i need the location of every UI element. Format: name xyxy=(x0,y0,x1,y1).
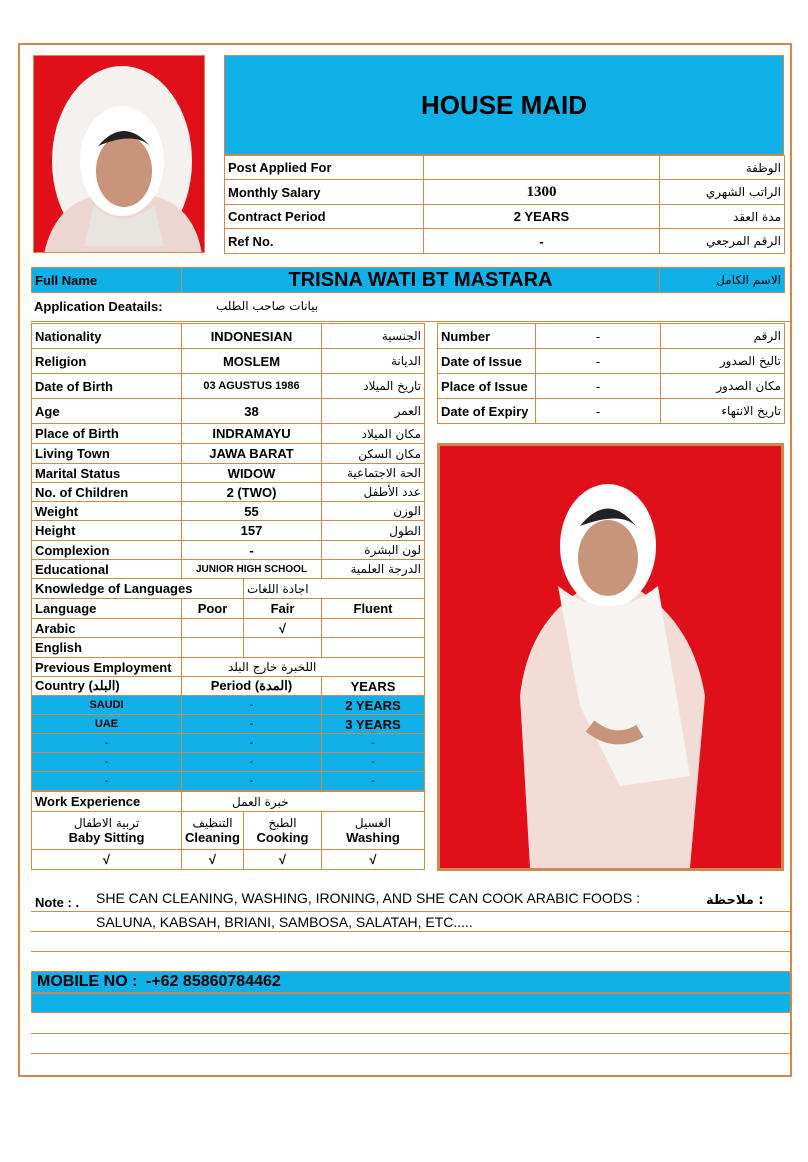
personal-row xyxy=(32,521,425,541)
baby-sitting-label: Baby Sitting xyxy=(68,830,145,845)
experience-label-ar: خبرة العمل xyxy=(182,792,425,812)
salary-row xyxy=(225,180,785,205)
cooking-check-icon: √ xyxy=(244,850,322,870)
divider xyxy=(31,931,791,932)
cleaning-label: Cleaning xyxy=(185,830,240,845)
full-name-value: TRISNA WATI BT MASTARA xyxy=(182,268,660,293)
age-label-ar: العمر xyxy=(322,399,425,424)
note-line-1: SHE CAN CLEANING, WASHING, IRONING, AND SHE CAN COOK ARABIC FOODS : xyxy=(96,890,641,906)
issue-place-label: Place of Issue xyxy=(438,374,536,399)
ref-label: Ref No. xyxy=(225,229,424,254)
employment-country: SAUDI xyxy=(32,696,182,715)
contract-label-ar: مدة العقد xyxy=(660,205,785,229)
weight-label-ar: الوزن xyxy=(322,502,425,521)
mobile-number: -+62 85860784462 xyxy=(146,973,281,990)
employment-label: Previous Employment xyxy=(32,658,182,677)
languages-label: Knowledge of Languages xyxy=(32,579,244,599)
height-label: Height xyxy=(32,521,182,541)
personal-row xyxy=(32,502,425,521)
post-value xyxy=(424,156,660,180)
employment-row xyxy=(32,696,425,715)
personal-row xyxy=(32,374,425,399)
language-header: Language xyxy=(32,599,182,619)
document-title: HOUSE MAID xyxy=(224,55,784,155)
fluent-header: Fluent xyxy=(322,599,425,619)
height-value: 157 xyxy=(182,521,322,541)
divider xyxy=(31,951,791,952)
fair-header: Fair xyxy=(244,599,322,619)
education-label: Educational xyxy=(32,560,182,579)
post-row xyxy=(225,156,785,180)
baby-sitting-cell xyxy=(32,812,182,850)
personal-row xyxy=(32,349,425,374)
washing-cell xyxy=(322,812,425,850)
portrait-photo xyxy=(33,55,205,253)
ref-value: - xyxy=(424,229,660,254)
full-name-label-ar: الاسم الكامل xyxy=(660,268,785,293)
full-name-table xyxy=(31,267,785,293)
experience-table xyxy=(31,791,425,870)
languages-table xyxy=(31,578,425,658)
divider xyxy=(31,1053,791,1054)
employment-table xyxy=(31,657,425,791)
employment-years: - xyxy=(322,772,425,791)
employment-period: - xyxy=(182,734,322,753)
divider xyxy=(31,1033,791,1034)
contract-value: 2 YEARS xyxy=(424,205,660,229)
birthplace-label-ar: مكان الميلاد xyxy=(322,424,425,444)
english-poor xyxy=(182,638,244,658)
children-label: No. of Children xyxy=(32,483,182,502)
english-label: English xyxy=(32,638,182,658)
passport-number-label: Number xyxy=(438,324,536,349)
employment-row xyxy=(32,734,425,753)
personal-row xyxy=(32,399,425,424)
dob-label-ar: تاريخ الميلاد xyxy=(322,374,425,399)
post-label-ar: الوظفة xyxy=(660,156,785,180)
nationality-label-ar: الجنسية xyxy=(322,324,425,349)
employment-row xyxy=(32,772,425,791)
employment-period: - xyxy=(182,715,322,734)
english-fluent xyxy=(322,638,425,658)
note-label: Note : . xyxy=(35,895,80,910)
cooking-ar: الطبخ xyxy=(268,816,297,830)
arabic-poor xyxy=(182,619,244,638)
children-value: 2 (TWO) xyxy=(182,483,322,502)
expiry-label-ar: تاريخ الانتهاء xyxy=(661,399,785,424)
issue-date-label-ar: تاليخ الصدور xyxy=(661,349,785,374)
issue-place-label-ar: مكان الصدور xyxy=(661,374,785,399)
blue-spacer xyxy=(31,993,791,1013)
country-header: Country (البلد) xyxy=(32,677,182,696)
employment-years: - xyxy=(322,753,425,772)
arabic-fluent xyxy=(322,619,425,638)
complexion-value: - xyxy=(182,541,322,560)
mobile-bar xyxy=(31,971,791,993)
cleaning-check-icon: √ xyxy=(182,850,244,870)
personal-row xyxy=(32,464,425,483)
cooking-label: Cooking xyxy=(256,830,309,845)
nationality-value: INDONESIAN xyxy=(182,324,322,349)
weight-label: Weight xyxy=(32,502,182,521)
application-label: Application Deatails: xyxy=(34,299,163,314)
age-value: 38 xyxy=(182,399,322,424)
passport-number-value: - xyxy=(536,324,661,349)
marital-label: Marital Status xyxy=(32,464,182,483)
nationality-label: Nationality xyxy=(32,324,182,349)
marital-value: WIDOW xyxy=(182,464,322,483)
full-name-label: Full Name xyxy=(32,268,182,293)
height-label-ar: الطول xyxy=(322,521,425,541)
application-label-ar: بيانات صاحب الطلب xyxy=(216,299,319,313)
poor-header: Poor xyxy=(182,599,244,619)
contract-label: Contract Period xyxy=(225,205,424,229)
weight-value: 55 xyxy=(182,502,322,521)
cooking-cell xyxy=(244,812,322,850)
personal-table xyxy=(31,323,425,579)
marital-label-ar: الحة الاجتماعية xyxy=(322,464,425,483)
employment-years: 2 YEARS xyxy=(322,696,425,715)
birthplace-label: Place of Birth xyxy=(32,424,182,444)
experience-label: Work Experience xyxy=(32,792,182,812)
employment-country: - xyxy=(32,734,182,753)
living-town-value: JAWA BARAT xyxy=(182,444,322,464)
baby-sitting-ar: تربية الاطفال xyxy=(73,816,140,830)
mobile-label: MOBILE NO : xyxy=(37,973,138,990)
note-label-ar: ملاحظة : xyxy=(706,893,764,908)
employment-label-ar: اللخبرة خارج البلد xyxy=(182,658,425,677)
issue-date-value: - xyxy=(536,349,661,374)
washing-label: Washing xyxy=(346,830,400,845)
employment-period: - xyxy=(182,753,322,772)
employment-years: 3 YEARS xyxy=(322,715,425,734)
dob-value: 03 AGUSTUS 1986 xyxy=(182,374,322,399)
employment-country: - xyxy=(32,753,182,772)
personal-row xyxy=(32,444,425,464)
expiry-label: Date of Expiry xyxy=(438,399,536,424)
full-body-figure-icon xyxy=(440,446,781,868)
religion-label-ar: الديانة xyxy=(322,349,425,374)
children-label-ar: عدد الأطفل xyxy=(322,483,425,502)
personal-row xyxy=(32,541,425,560)
birthplace-value: INDRAMAYU xyxy=(182,424,322,444)
living-town-label: Living Town xyxy=(32,444,182,464)
employment-country: - xyxy=(32,772,182,791)
passport-number-label-ar: الرقم xyxy=(661,324,785,349)
period-header: Period (المدة) xyxy=(182,677,322,696)
salary-value: 1300 xyxy=(424,180,660,205)
full-body-photo xyxy=(437,443,784,871)
personal-row xyxy=(32,424,425,444)
education-label-ar: الدرجة العلمية xyxy=(322,560,425,579)
arabic-label: Arabic xyxy=(32,619,182,638)
languages-label-ar: اجادة اللغات xyxy=(244,579,425,599)
washing-ar: الغسيل xyxy=(354,816,392,830)
employment-years: - xyxy=(322,734,425,753)
divider xyxy=(31,321,791,322)
issue-place-value: - xyxy=(536,374,661,399)
employment-period: - xyxy=(182,696,322,715)
religion-label: Religion xyxy=(32,349,182,374)
baby-sitting-check-icon: √ xyxy=(32,850,182,870)
employment-period: - xyxy=(182,772,322,791)
arabic-fair: √ xyxy=(244,619,322,638)
complexion-label-ar: لون البشرة xyxy=(322,541,425,560)
salary-label: Monthly Salary xyxy=(225,180,424,205)
personal-row xyxy=(32,483,425,502)
salary-label-ar: الراتب الشهري xyxy=(660,180,785,205)
cleaning-cell xyxy=(182,812,244,850)
post-info-table xyxy=(224,155,785,254)
issue-date-label: Date of Issue xyxy=(438,349,536,374)
washing-check-icon: √ xyxy=(322,850,425,870)
contract-row xyxy=(225,205,785,229)
expiry-value: - xyxy=(536,399,661,424)
personal-row xyxy=(32,324,425,349)
years-header: YEARS xyxy=(322,677,425,696)
employment-row xyxy=(32,753,425,772)
note-line-2: SALUNA, KABSAH, BRIANI, SAMBOSA, SALATAH, ETC..... xyxy=(96,914,473,930)
portrait-figure-icon xyxy=(34,56,205,253)
divider xyxy=(31,911,791,912)
living-town-label-ar: مكان السكن xyxy=(322,444,425,464)
cleaning-ar: التنظيف xyxy=(192,816,233,830)
employment-row xyxy=(32,715,425,734)
education-value: JUNIOR HIGH SCHOOL xyxy=(182,560,322,579)
age-label: Age xyxy=(32,399,182,424)
passport-table xyxy=(437,323,785,424)
english-fair xyxy=(244,638,322,658)
employment-country: UAE xyxy=(32,715,182,734)
ref-row xyxy=(225,229,785,254)
post-label: Post Applied For xyxy=(225,156,424,180)
dob-label: Date of Birth xyxy=(32,374,182,399)
complexion-label: Complexion xyxy=(32,541,182,560)
religion-value: MOSLEM xyxy=(182,349,322,374)
personal-row xyxy=(32,560,425,579)
ref-label-ar: الرقم المرجعي xyxy=(660,229,785,254)
